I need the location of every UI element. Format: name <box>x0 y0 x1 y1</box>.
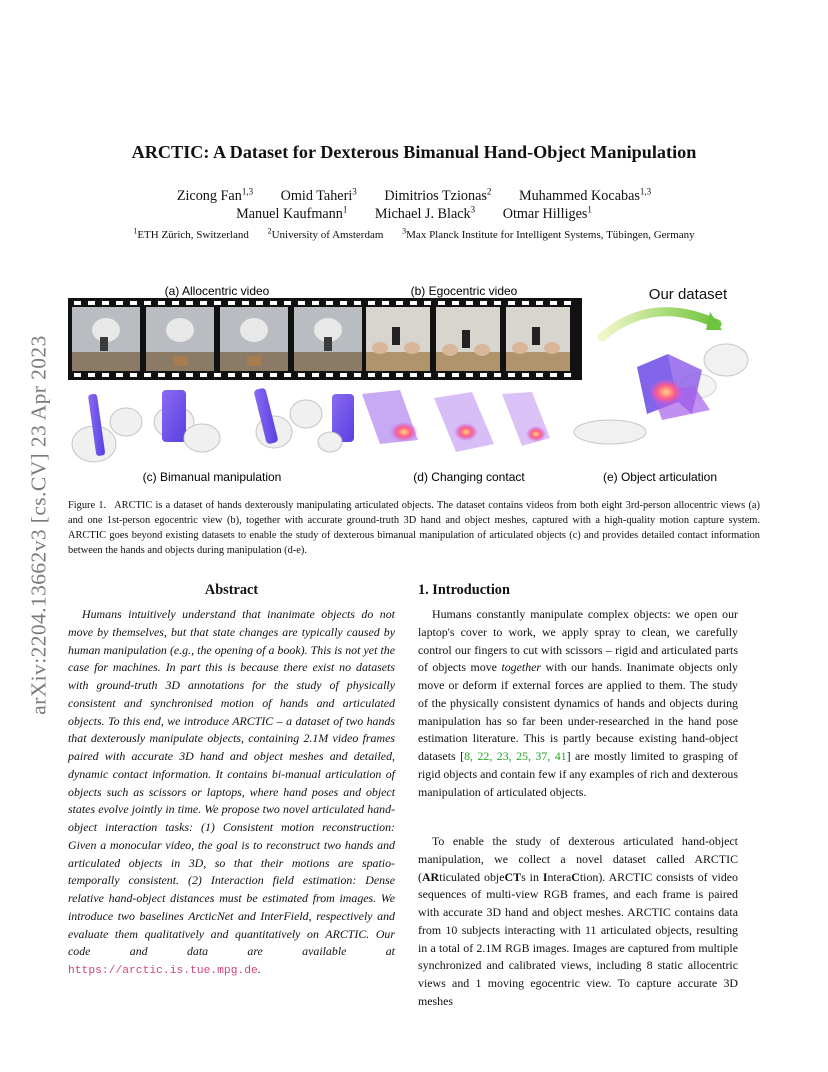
acronym-letter: I <box>542 869 548 884</box>
acronym-letter: CT <box>504 869 522 884</box>
affiliation: $^1$ETH Zürich, Switzerland <box>133 226 249 241</box>
dataset-arrow <box>602 312 717 337</box>
label-egocentric: (b) Egocentric video <box>410 284 518 298</box>
affiliation: $^2$University of Amsterdam <box>267 226 384 241</box>
label-our-dataset: Our dataset <box>648 286 728 303</box>
acronym-letter: AR <box>421 869 440 884</box>
acronym-letter: C <box>571 869 580 884</box>
abstract-text: Humans intuitively understand that inanimate objects do not move by themselves, but that state changes are typically caused by human manipulation (e.g., the opening of a book). This is not yet the case for machines. In part this is because there exist no datasets with ground-truth 3D annotations for the study of physically consistent and synchronised motion of hands and articulated objects. To this end, we introduce ARCTIC – a dataset of two hands that dexterously manipulate objects, containing 2.1M video frames paired with accurate 3D hand and object meshes and detailed, dynamic contact information. It contains bi-manual articulation of objects such as scissors or laptops, where hand poses and object states evolve jointly in time. We propose two novel articulated hand-object interaction tasks: (1) Consistent motion reconstruction: Given a monocular video, the goal is to reconstruct two hands and articulated objects in 3D, so that their motions are spatio-temporally consistent. (2) Interaction field estimation: Dense relative hand-object distances must be estimated from images. We introduce two baselines ArcticNet and InterField, respectively and evaluate them qualitatively and quantitatively on ARCTIC. Our code and data are available at <box>68 607 395 959</box>
figure-caption <box>68 498 760 558</box>
abstract-heading: Abstract <box>204 582 259 598</box>
author: Michael J. Black$^3$ <box>374 204 476 222</box>
citation-links[interactable]: 8, 22, 23, 25, 37, 41 <box>464 749 567 763</box>
author: Manuel Kaufmann$^1$ <box>236 204 348 222</box>
arxiv-side-stamp <box>22 285 56 765</box>
authors-line-1 <box>0 186 828 205</box>
author: Muhammed Kocabas$^{1,3}$ <box>518 186 652 204</box>
intro-emphasis: together <box>501 660 542 675</box>
author: Dimitrios Tzionas$^2$ <box>384 186 492 204</box>
author: Otmar Hilliges$^1$ <box>502 204 592 222</box>
abstract-body <box>68 606 395 981</box>
film-strip <box>68 298 582 380</box>
affiliations <box>0 226 828 241</box>
intro-text: ticulated obje <box>439 869 505 884</box>
authors-line-2 <box>0 204 828 223</box>
label-object-articulation: (e) Object articulation <box>602 470 718 484</box>
intro-text: To enable the study of dexterous articulated hand-object manipulation, we collect a novel dataset called ARCTIC ( <box>418 834 738 884</box>
caption-text: ARCTIC is a dataset of hands dexterously manipulating articulated objects. The dataset contains videos from both eight 3rd-person allocentric views (a) and one 1st-person egocentric view (b), together with accurate ground-truth 3D hand and object meshes, captured with a high-quality motion capture system. ARCTIC goes beyond existing datasets to enable the study of dexterous bimanual manipulation of articulated objects (c) and provides detailed contact information between the hands and objects during manipulation (d-e). <box>68 500 760 556</box>
label-changing-contact: (d) Changing contact <box>413 470 525 484</box>
intro-text: s in <box>521 869 543 884</box>
label-allocentric: (a) Allocentric video <box>164 284 270 298</box>
object-articulation-illustration <box>574 344 748 444</box>
intro-paragraph-1 <box>418 606 738 801</box>
author: Omid Taheri$^3$ <box>280 186 357 204</box>
introduction-heading: 1. Introduction <box>418 582 510 598</box>
egocentric-frames <box>366 307 570 371</box>
changing-contact-illustration <box>362 390 550 452</box>
label-bimanual: (c) Bimanual manipulation <box>142 470 282 484</box>
intro-text: with our hands. Inanimate objects only move or deform if external forces are applied to them. The study of the physically consistent dynamics of hands and objects during manipulation has so far been under-researched in the hand pose estimation literature. This is partly because existing hand-object datasets [ <box>418 660 738 763</box>
intro-text: Humans constantly manipulate complex objects: we open our laptop's cover to work, we apply spray to clean, we carefully control our fingers to cut with scissors – rigid and articulated parts of objects move <box>418 607 738 675</box>
affiliation: $^3$Max Planck Institute for Intelligent Systems, Tübingen, Germany <box>402 226 695 241</box>
intro-text: ] are mostly limited to grasping of rigid objects and contain few if any examples of rich and dexterous manipulation of articulated objects. <box>418 749 738 799</box>
code-url-link[interactable]: https://arctic.is.tue.mpg.de <box>68 965 258 977</box>
paper-title: ARCTIC: A Dataset for Dexterous Bimanual Hand-Object Manipulation <box>131 142 697 162</box>
caption-label: Figure 1. <box>68 500 107 511</box>
arxiv-identifier: arXiv:2204.13662v3 [cs.CV] 23 Apr 2023 <box>26 335 51 715</box>
abstract-end: . <box>257 962 261 976</box>
figure-1 <box>62 282 762 488</box>
intro-paragraph-2 <box>418 833 738 1011</box>
intro-text: ntera <box>547 869 572 884</box>
author: Zicong Fan$^{1,3}$ <box>176 186 254 204</box>
intro-text: tion). ARCTIC consists of video sequences of multi-view RGB frames, and each frame is paired with accurate 3D hand and object meshes. ARCTIC contains data from 10 subjects interacting with 11 articulated objects, resulting in a total of 2.1M RGB images. Images are captured from multiple synchronized and calibrated views, including 8 static allocentric views and 1 moving egocentric view. To capture accurate 3D meshes <box>418 869 739 1008</box>
bimanual-manipulation-illustration <box>72 387 354 462</box>
